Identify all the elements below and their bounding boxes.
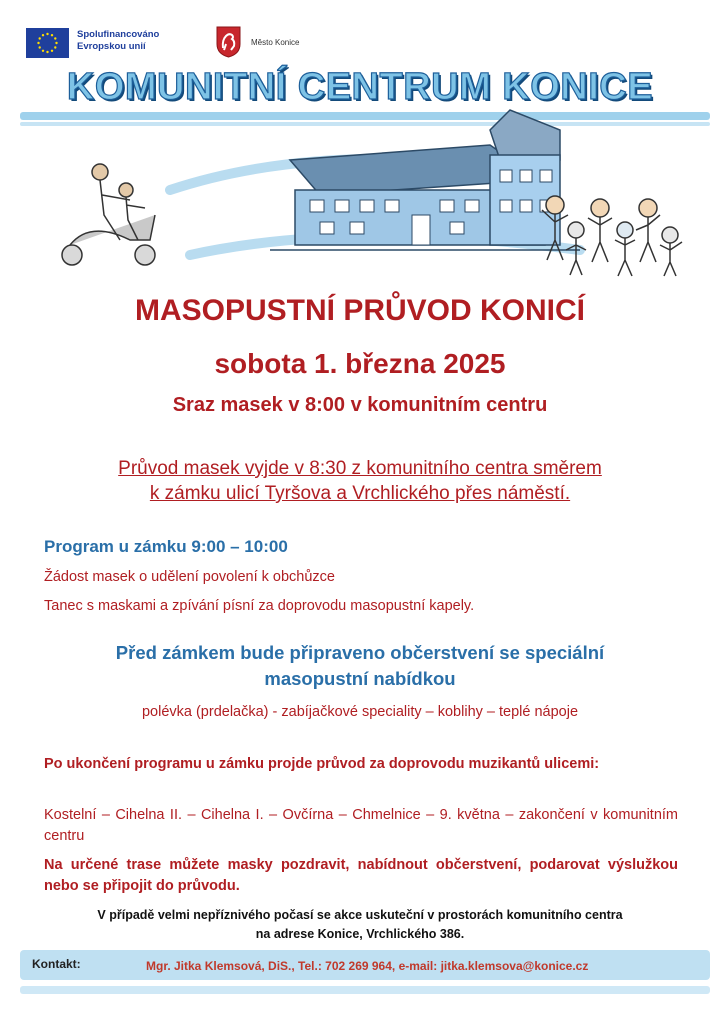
centre-title: KOMUNITNÍ CENTRUM KONICE bbox=[66, 66, 654, 108]
footer-stripe bbox=[20, 986, 710, 994]
greeting-note: Na určené trase můžete masky pozdravit, nabídnout občerstvení, podarovat výslužkou nebo se připojit do průvodu. bbox=[44, 857, 678, 894]
building-icon bbox=[270, 110, 580, 250]
logo-row bbox=[26, 26, 706, 66]
program-item: Žádost masek o udělení povolení k obchůzce bbox=[44, 569, 335, 585]
city-name: Město Konice bbox=[251, 38, 300, 47]
scooter-riders-icon bbox=[62, 164, 155, 265]
weather-line-1: V případě velmi nepříznivého počasí se akce uskuteční v prostorách komunitního centra bbox=[97, 908, 623, 922]
event-date: sobota 1. března 2025 bbox=[214, 348, 506, 379]
program-title: Program u zámku 9:00 – 10:00 bbox=[44, 537, 288, 556]
route-line-1: Průvod masek vyjde v 8:30 z komunitního centra směrem bbox=[118, 458, 602, 479]
meeting-info: Sraz masek v 8:00 v komunitním centru bbox=[172, 394, 548, 416]
event-headline: MASOPUSTNÍ PRŮVOD KONICÍ bbox=[134, 294, 586, 327]
refreshments-menu: polévka (prdelačka) - zabíjačkové speciality – koblihy – teplé nápoje bbox=[141, 704, 579, 720]
konice-crest-icon bbox=[216, 26, 241, 58]
route-line-2: k zámku ulicí Tyršova a Vrchlického přes náměstí. bbox=[149, 483, 571, 504]
parade-route-title: Po ukončení programu u zámku projde průvod za doprovodu muzikantů ulicemi: bbox=[44, 756, 600, 772]
program-item: Tanec s maskami a zpívání písní za doprovodu masopustní kapely. bbox=[44, 598, 475, 614]
weather-line-2: na adrese Konice, Vrchlického 386. bbox=[255, 927, 465, 941]
header-illustration bbox=[20, 100, 710, 290]
route-intro bbox=[80, 456, 640, 506]
refreshments-title-line-1: Před zámkem bude připraveno občerstvení se speciální bbox=[115, 642, 605, 663]
contact-info: Mgr. Jitka Klemsová, DiS., Tel.: 702 269 964, e-mail: jitka.klemsova@konice.cz bbox=[146, 959, 589, 973]
contact-label: Kontakt: bbox=[32, 957, 81, 971]
parade-streets: Kostelní – Cihelna II. – Cihelna I. – Ovčírna – Chmelnice – 9. května – zakončení v komunitním centru bbox=[44, 807, 678, 844]
refreshments-title bbox=[40, 640, 680, 692]
eu-line-1: Spolufinancováno bbox=[77, 29, 160, 40]
contact-bar bbox=[20, 950, 710, 980]
eu-flag-icon bbox=[26, 28, 69, 58]
children-icon bbox=[542, 196, 682, 276]
weather-note bbox=[40, 906, 680, 944]
refreshments-title-line-2: masopustní nabídkou bbox=[264, 668, 456, 689]
eu-cofinance-text bbox=[77, 29, 159, 53]
eu-line-2: Evropskou unií bbox=[77, 41, 146, 52]
